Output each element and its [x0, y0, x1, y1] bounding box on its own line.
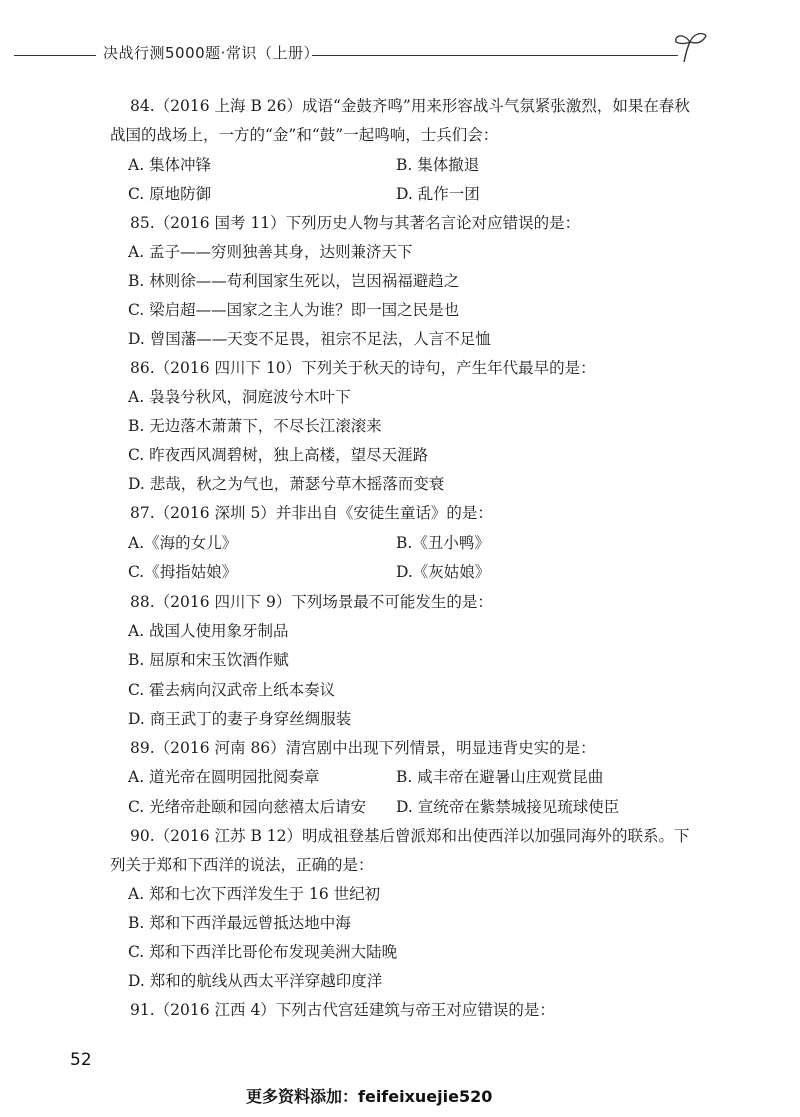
q89-option-a: A. 道光帝在圆明园批阅奏章: [128, 768, 320, 786]
q91-stem: 91.（2016 江西 4）下列古代宫廷建筑与帝王对应错误的是：: [130, 1001, 555, 1019]
q85-stem: 85.（2016 国考 11）下列历史人物与其著名言论对应错误的是：: [130, 214, 581, 232]
q87-option-d: D.《灰姑娘》: [396, 563, 491, 581]
q85-option-d: D. 曾国藩——天变不足畏，祖宗不足法，人言不足恤: [128, 330, 491, 348]
q90-option-d: D. 郑和的航线从西太平洋穿越印度洋: [128, 972, 383, 990]
q89-option-d: D. 宣统帝在紫禁城接见琉球使臣: [396, 798, 620, 816]
q86-stem: 86.（2016 四川下 10）下列关于秋天的诗句，产生年代最早的是：: [130, 359, 596, 377]
q90-option-a: A. 郑和七次下西洋发生于 16 世纪初: [128, 885, 381, 903]
q90-stem-line1: 90.（2016 江苏 B 12）明成祖登基后曾派郑和出使西洋以加强同海外的联系。下: [130, 827, 690, 845]
q86-option-d: D. 悲哉，秋之为气也，萧瑟兮草木摇落而变衰: [128, 475, 445, 493]
q87-option-a: A.《海的女儿》: [128, 534, 238, 552]
book-title: 决战行测5000题·常识（上册）: [103, 44, 319, 62]
q85-option-a: A. 孟子——穷则独善其身，达则兼济天下: [128, 243, 413, 261]
footer-note: 更多资料添加：feifeixuejie520: [246, 1087, 493, 1106]
q86-option-c: C. 昨夜西风凋碧树，独上高楼，望尽天涯路: [128, 446, 429, 464]
q88-option-c: C. 霍去病向汉武帝上纸本奏议: [128, 681, 336, 699]
header-rule-left: [14, 55, 96, 56]
q86-option-b: B. 无边落木萧萧下，不尽长江滚滚来: [128, 417, 382, 435]
q90-stem-line2: 列关于郑和下西洋的说法，正确的是：: [110, 856, 374, 874]
q87-option-c: C.《拇指姑娘》: [128, 563, 238, 581]
q90-option-c: C. 郑和下西洋比哥伦布发现美洲大陆晚: [128, 943, 398, 961]
q88-stem: 88.（2016 四川下 9）下列场景最不可能发生的是：: [130, 593, 493, 611]
q89-option-c: C. 光绪帝赴颐和园向慈禧太后请安: [128, 798, 367, 816]
q84-option-a: A. 集体冲锋: [128, 156, 212, 174]
header-rule-right: [312, 55, 678, 56]
running-header: [0, 38, 800, 68]
q88-option-a: A. 战国人使用象牙制品: [128, 622, 289, 640]
q87-option-b: B.《丑小鸭》: [396, 534, 490, 552]
q84-stem-line1: 84.（2016 上海 B 26）成语“金鼓齐鸣”用来形容战斗气氛紧张激烈，如果在春秋: [130, 97, 690, 115]
sprout-icon: [670, 30, 710, 64]
q87-stem: 87.（2016 深圳 5）并非出自《安徒生童话》的是：: [130, 504, 493, 522]
q84-stem-line2: 战国的战场上，一方的“金”和“鼓”一起鸣响，士兵们会：: [110, 126, 499, 144]
q84-option-c: C. 原地防御: [128, 185, 212, 203]
q85-option-b: B. 林则徐——苟利国家生死以，岂因祸福避趋之: [128, 272, 460, 290]
page-number: 52: [70, 1050, 92, 1070]
q89-stem: 89.（2016 河南 86）清宫剧中出现下列情景，明显违背史实的是：: [130, 739, 596, 757]
q90-option-b: B. 郑和下西洋最远曾抵达地中海: [128, 914, 351, 932]
q85-option-c: C. 梁启超——国家之主人为谁？即一国之民是也: [128, 301, 460, 319]
q86-option-a: A. 袅袅兮秋风，洞庭波兮木叶下: [128, 388, 351, 406]
q89-option-b: B. 咸丰帝在避暑山庄观赏昆曲: [396, 768, 604, 786]
q84-option-d: D. 乱作一团: [396, 185, 480, 203]
q88-option-d: D. 商王武丁的妻子身穿丝绸服装: [128, 710, 352, 728]
q88-option-b: B. 屈原和宋玉饮酒作赋: [128, 651, 289, 669]
q84-option-b: B. 集体撤退: [396, 156, 480, 174]
